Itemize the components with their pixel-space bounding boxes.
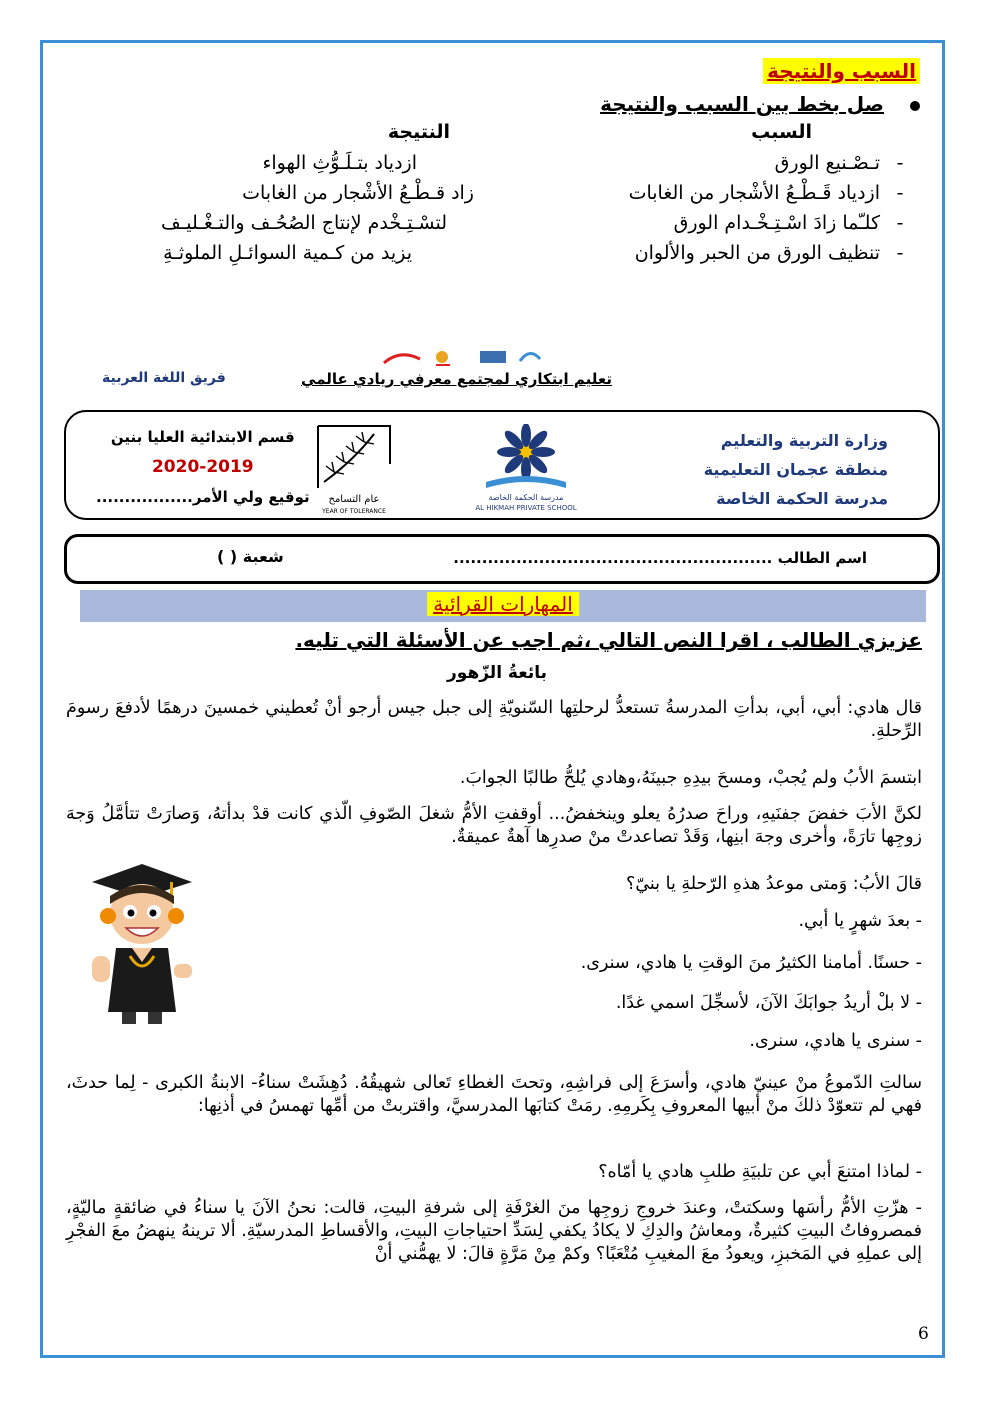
department-info xyxy=(96,422,310,512)
tolerance-arabic: عام التسامح xyxy=(328,494,380,505)
school-name: مدرسة الحكمة الخاصة xyxy=(716,489,888,508)
ministry-info xyxy=(704,426,888,513)
story-paragraph: لكنَّ الأبَ خفضَ جفنَيهِ، وراحَ صدرُهُ يعلو وينخفضُ... أوقفتِ الأمُّ شغلَ الصّوفِ الّذي كانت قدْ بدأتهُ، وَصارَتْ تتأمَّلُ وَجهَ زوجِها تارَةً، وأخرى وجهَ ابنِها، وَقَدْ تصاعدتْ منْ صدرِها آهةٌ عميقةٌ. xyxy=(66,804,922,847)
school-logo-english: AL HIKMAH PRIVATE SCHOOL xyxy=(475,504,577,512)
reading-instruction: عزيزي الطالب ، اقرا النص التالي ،ثم اجب عن الأسئلة التي تليه. xyxy=(295,628,922,652)
story-paragraph: قالَ الأبُ: وَمتى موعدُ هذهِ الرّحلةِ يا بنيّ؟ xyxy=(626,874,922,894)
student-info-box xyxy=(64,534,940,584)
story-paragraph: ابتسمَ الأبُ ولم يُجبْ، ومسحَ بيدِهِ جبينَهُ،وهادي يُلحُّ طالبًا الجوابَ. xyxy=(459,768,922,788)
effect-item: زاد قـطْـعُ الأشْجار من الغابات xyxy=(242,182,474,204)
instruction-text: صل بخط بين السبب والنتيجة xyxy=(600,92,884,116)
story-paragraph: - لا بلْ أريدُ جوابَكَ الآنَ، لأسجِّلَ اسمي غدًا. xyxy=(615,993,922,1013)
department-name: قسم الابتدائية العليا بنين xyxy=(110,428,295,446)
school-logo xyxy=(461,424,591,512)
story-paragraph: قال هادي: أبي، أبي، بدأتِ المدرسةُ تستعدُّ لرحلتِها السّنويّةِ إلى جبل جيس أرجو أنْ تُعطيني خمسينَ درهمًا لأدفعَ رسومَ الرِّحلةِ. xyxy=(66,698,922,741)
zone-name: منطقة عجمان التعليمية xyxy=(703,460,888,479)
bullet-icon xyxy=(910,101,920,111)
effect-column-header: النتيجة xyxy=(387,121,450,143)
student-name-field: اسم الطالب ........................................................ xyxy=(453,549,867,567)
school-slogan: تعليم ابتكاري لمجتمع معرفي ريادي عالمي xyxy=(301,370,612,388)
effect-item: لتسْـتِـخْدم لإنتاج الصُحُـف والتـغْـليـف xyxy=(161,212,447,234)
story-paragraph: سالتِ الدّموعُ منْ عينيّ هادي، وأسرَعَ إلى فراشِهِ، وتحتَ الغطاءِ تَعالى شهيقُهُ. دُهِشَتْ سناءُ- الابنةُ الكبرى - لِما حدثَ، فهي لم تتعوّدْ ذلكَ منْ أبيها المعروفِ بِكَرمِهِ. رمَتْ كتابَها المدرسيَّ، واقتربتْ من أمِّها تهمسُ في أذنِها: xyxy=(66,1073,922,1116)
section-heading: السبب والنتيجة xyxy=(763,58,920,84)
effect-item: ازدياد بتـلَـوُّثِ الهواء xyxy=(262,152,417,174)
academic-year: 2020-2019 xyxy=(151,457,254,477)
tolerance-english: YEAR OF TOLERANCE xyxy=(322,508,386,515)
partner-logos xyxy=(380,345,550,371)
year-of-tolerance-logo xyxy=(304,420,404,516)
cause-item: - تـصْـنيع الورق xyxy=(774,152,904,174)
cause-item: - ازدياد قَـطْـعُ الأشْجار من الغابات xyxy=(628,182,904,204)
cause-item: - تنظيف الورق من الحبر والألوان xyxy=(634,242,904,264)
ministry-name: وزارة التربية والتعليم xyxy=(720,431,888,450)
story-paragraph: - بعدَ شهرٍ يا أبي. xyxy=(798,911,922,931)
effect-item: يزيد من كـمية السوائـلِ الملوثـةِ xyxy=(163,242,412,264)
story-paragraph: - هزّتِ الأمُّ رأسَها وسكتتْ، وعندَ خروجِ زوجِها منَ الغرْفَةِ إلى شرفةِ البيتِ، قالت: نحنُ الآنَ يا سناءُ في ضائقةٍ ماليّةٍ، فمصروفاتُ البيتِ كثيرةٌ، ومعاشُ والدِكِ لا يكادُ يكفي لِسَدِّ احتياجاتِ البيتِ، والأقساطِ المدرسيّةِ. ألا ترينهُ ينهضُ معَ الفجْرِ إلى عملِهِ في المَخبزِ، ويعودُ معَ المغيبِ مُتْعَبًا؟ وكمْ مِنْ مَرَّةٍ قالَ: لا يهمُّني أنْ xyxy=(66,1198,922,1264)
exercise-instruction xyxy=(600,92,920,116)
story-title: بائعةُ الزّهور xyxy=(447,663,547,683)
graduate-boy-illustration xyxy=(82,852,202,1027)
school-header-box xyxy=(64,410,940,520)
team-name: فريق اللغة العربية xyxy=(102,370,226,386)
section-field: شعبة ( ) xyxy=(217,547,284,566)
page-number: 6 xyxy=(918,1324,929,1344)
skills-title: المهارات القرائية xyxy=(427,592,579,616)
cause-column-header: السبب xyxy=(751,121,812,143)
story-paragraph: - سنرى يا هادي، سنرى. xyxy=(749,1031,922,1051)
skills-banner xyxy=(80,590,926,622)
story-paragraph: - لماذا امتنعَ أبي عن تلبيَةِ طلبِ هادي يا أمّاه؟ xyxy=(598,1162,922,1182)
story-paragraph: - حسنًا. أمامنا الكثيرُ منَ الوقتِ يا هادي، سنرى. xyxy=(580,953,922,973)
school-logo-arabic: مدرسة الحكمة الخاصة xyxy=(488,493,564,502)
parent-signature-line: توقيع ولي الأمر................. xyxy=(96,488,310,506)
cause-item: - كلـّما زادَ اسْـتِـخْـدام الورق xyxy=(673,212,904,234)
